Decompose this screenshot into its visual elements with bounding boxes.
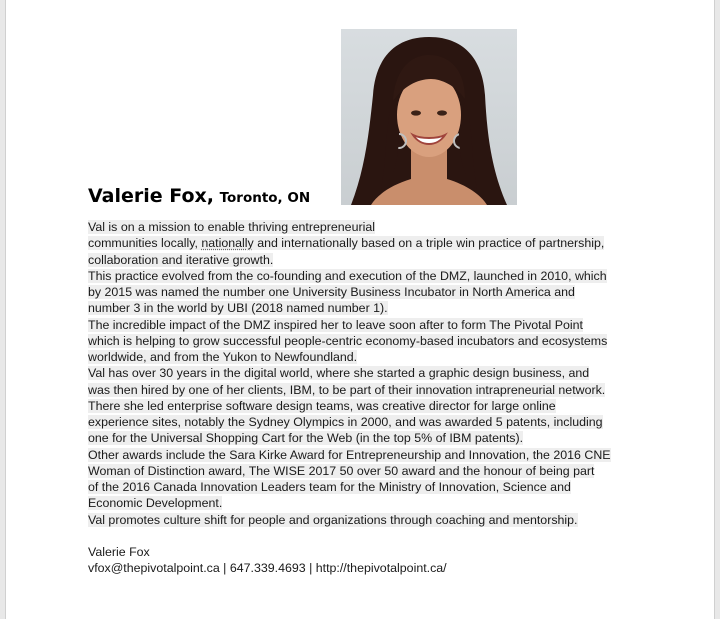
- bio-text-run: Woman of Distinction award, The WISE 2017 50 over 50 award and the honour of being part: [88, 463, 595, 478]
- blank-line: [88, 528, 648, 544]
- bio-text-run: one for the Universal Shopping Cart for the Web (in the top 5% of IBM patents).: [88, 431, 524, 446]
- bio-text-run: number 3 in the world by UBI (2018 named number 1).: [88, 301, 388, 316]
- profile-location: Toronto, ON: [219, 190, 311, 206]
- bio-line: [88, 398, 648, 414]
- bio-line: [88, 349, 648, 365]
- bio-text-run: Other awards include the Sara Kirke Award for Entrepreneurship and Innovation, the 2016 CNE: [88, 447, 611, 462]
- bio-text-run: Val is on a mission to enable thriving entrepreneurial: [88, 220, 375, 234]
- spellcheck-word: nationally: [201, 236, 254, 251]
- document-page: [5, 0, 715, 619]
- bio-line: [88, 382, 648, 398]
- bio-text-run: was then hired by one of her clients, IBM, to be part of their innovation intrapreneurial network.: [88, 382, 606, 397]
- bio-text-run: Val has over 30 years in the digital world, where she started a graphic design business, and: [88, 366, 590, 381]
- bio-text-run: Economic Development.: [88, 496, 223, 511]
- bio-line: [88, 300, 648, 316]
- bio-text-run: [88, 236, 604, 250]
- bio-line: [88, 333, 648, 349]
- bio-text-run: There she led enterprise software design teams, was creative director for large online: [88, 398, 556, 413]
- profile-heading: [88, 185, 310, 207]
- bio-line: [88, 252, 648, 268]
- bio-line: [88, 235, 648, 251]
- signature-name: Valerie Fox: [88, 545, 150, 559]
- signature-contact: vfox@thepivotalpoint.ca | 647.339.4693 | http://thepivotalpoint.ca/: [88, 561, 447, 576]
- bio-line: [88, 447, 648, 463]
- bio-text-run: worldwide, and from the Yukon to Newfoundland.: [88, 350, 358, 364]
- bio-line: [88, 463, 648, 479]
- bio-line: [88, 284, 648, 300]
- bio-text-run: Val promotes culture shift for people and organizations through coaching and mentorship.: [88, 512, 578, 527]
- bio-text-segment: and internationally based on a triple win practice of partnership,: [253, 236, 605, 251]
- bio-line: [88, 219, 648, 235]
- bio-text-run: which is helping to grow successful people-centric economy-based incubators and ecosystems: [88, 333, 608, 348]
- bio-text-run: This practice evolved from the co-founding and execution of the DMZ, launched in 2010, which: [88, 268, 607, 283]
- bio-line: [88, 268, 648, 284]
- bio-line: [88, 365, 648, 381]
- bio-line: [88, 512, 648, 528]
- profile-name: Valerie Fox,: [88, 185, 215, 207]
- bio-line: [88, 495, 648, 511]
- bio-text-segment: communities locally,: [88, 236, 202, 251]
- bio-text-run: of the 2016 Canada Innovation Leaders team for the Ministry of Innovation, Science and: [88, 480, 571, 494]
- bio-text-run: The incredible impact of the DMZ inspired her to leave soon after to form The Pivotal Point: [88, 317, 583, 332]
- bio-text: [88, 219, 648, 577]
- bio-line: [88, 479, 648, 495]
- bio-line: [88, 414, 648, 430]
- bio-text-run: experience sites, notably the Sydney Olympics in 2000, and was awarded 5 patents, including: [88, 415, 603, 429]
- portrait-icon: [341, 29, 517, 205]
- bio-text-run: by 2015 was named the number one University Business Incubator in North America and: [88, 285, 575, 299]
- bio-line: [88, 317, 648, 333]
- bio-text-run: collaboration and iterative growth.: [88, 252, 274, 267]
- bio-line: [88, 430, 648, 446]
- profile-photo: [341, 29, 517, 205]
